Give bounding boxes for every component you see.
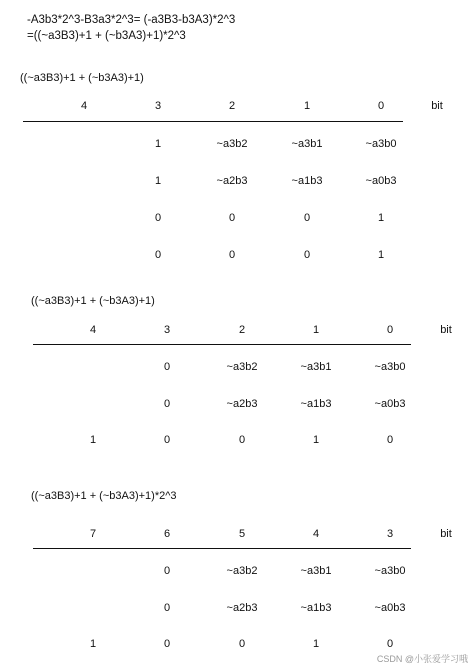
table-cell: 1 <box>377 212 385 224</box>
table-cell: 0 <box>386 638 394 650</box>
bit-header: 3 <box>386 528 394 540</box>
table-cell: 0 <box>303 249 311 261</box>
bit-header: 7 <box>89 528 97 540</box>
bit-label: bit <box>440 324 452 336</box>
table-cell: ~a3b0 <box>374 565 406 577</box>
table-cell: 0 <box>386 434 394 446</box>
table-cell: ~a2b3 <box>226 602 258 614</box>
table-cell: ~a3b1 <box>291 138 323 150</box>
table-cell: ~a1b3 <box>300 398 332 410</box>
bit-header: 0 <box>377 100 385 112</box>
bit-header: 3 <box>163 324 171 336</box>
table-cell: 1 <box>377 249 385 261</box>
table-cell: ~a3b0 <box>365 138 397 150</box>
table-cell: 1 <box>154 138 162 150</box>
table-cell: ~a0b3 <box>374 398 406 410</box>
table-cell: 0 <box>228 212 236 224</box>
table-caption: ((~a3B3)+1 + (~b3A3)+1) <box>31 295 155 307</box>
table-cell: ~a3b1 <box>300 361 332 373</box>
equation-line-2: =((~a3B3)+1 + (~b3A3)+1)*2^3 <box>27 30 186 42</box>
header-rule <box>33 344 411 345</box>
table-caption: ((~a3B3)+1 + (~b3A3)+1) <box>20 72 144 84</box>
table-cell: 0 <box>238 434 246 446</box>
table-cell: ~a1b3 <box>291 175 323 187</box>
bit-header: 1 <box>303 100 311 112</box>
bit-header: 5 <box>238 528 246 540</box>
table-cell: 1 <box>154 175 162 187</box>
header-rule <box>23 121 403 122</box>
bit-header: 6 <box>163 528 171 540</box>
table-cell: ~a3b0 <box>374 361 406 373</box>
bit-header: 4 <box>80 100 88 112</box>
watermark: CSDN @小张爱学习哦 <box>376 654 468 664</box>
table-cell: 0 <box>163 638 171 650</box>
table-cell: 0 <box>154 212 162 224</box>
table-cell: 0 <box>163 398 171 410</box>
bit-header: 4 <box>312 528 320 540</box>
table-cell: ~a0b3 <box>365 175 397 187</box>
table-cell: 0 <box>163 361 171 373</box>
equation-line-1: -A3b3*2^3-B3a3*2^3= (-a3B3-b3A3)*2^3 <box>27 14 236 26</box>
table-cell: 0 <box>303 212 311 224</box>
table-cell: 1 <box>89 434 97 446</box>
bit-label: bit <box>440 528 452 540</box>
bit-header: 2 <box>228 100 236 112</box>
table-cell: ~a1b3 <box>300 602 332 614</box>
table-cell: 0 <box>163 602 171 614</box>
table-cell: ~a3b2 <box>226 565 258 577</box>
table-cell: 0 <box>238 638 246 650</box>
table-cell: 0 <box>228 249 236 261</box>
table-cell: 0 <box>163 565 171 577</box>
table-cell: 1 <box>89 638 97 650</box>
table-caption: ((~a3B3)+1 + (~b3A3)+1)*2^3 <box>31 490 177 502</box>
table-cell: 1 <box>312 638 320 650</box>
table-cell: ~a2b3 <box>226 398 258 410</box>
table-cell: 0 <box>154 249 162 261</box>
table-cell: ~a2b3 <box>216 175 248 187</box>
table-cell: ~a3b1 <box>300 565 332 577</box>
table-cell: ~a3b2 <box>226 361 258 373</box>
bit-header: 1 <box>312 324 320 336</box>
table-cell: ~a3b2 <box>216 138 248 150</box>
table-cell: 0 <box>163 434 171 446</box>
bit-header: 2 <box>238 324 246 336</box>
table-cell: 1 <box>312 434 320 446</box>
bit-header: 0 <box>386 324 394 336</box>
bit-header: 4 <box>89 324 97 336</box>
bit-label: bit <box>431 100 443 112</box>
table-cell: ~a0b3 <box>374 602 406 614</box>
bit-header: 3 <box>154 100 162 112</box>
header-rule <box>33 548 411 549</box>
